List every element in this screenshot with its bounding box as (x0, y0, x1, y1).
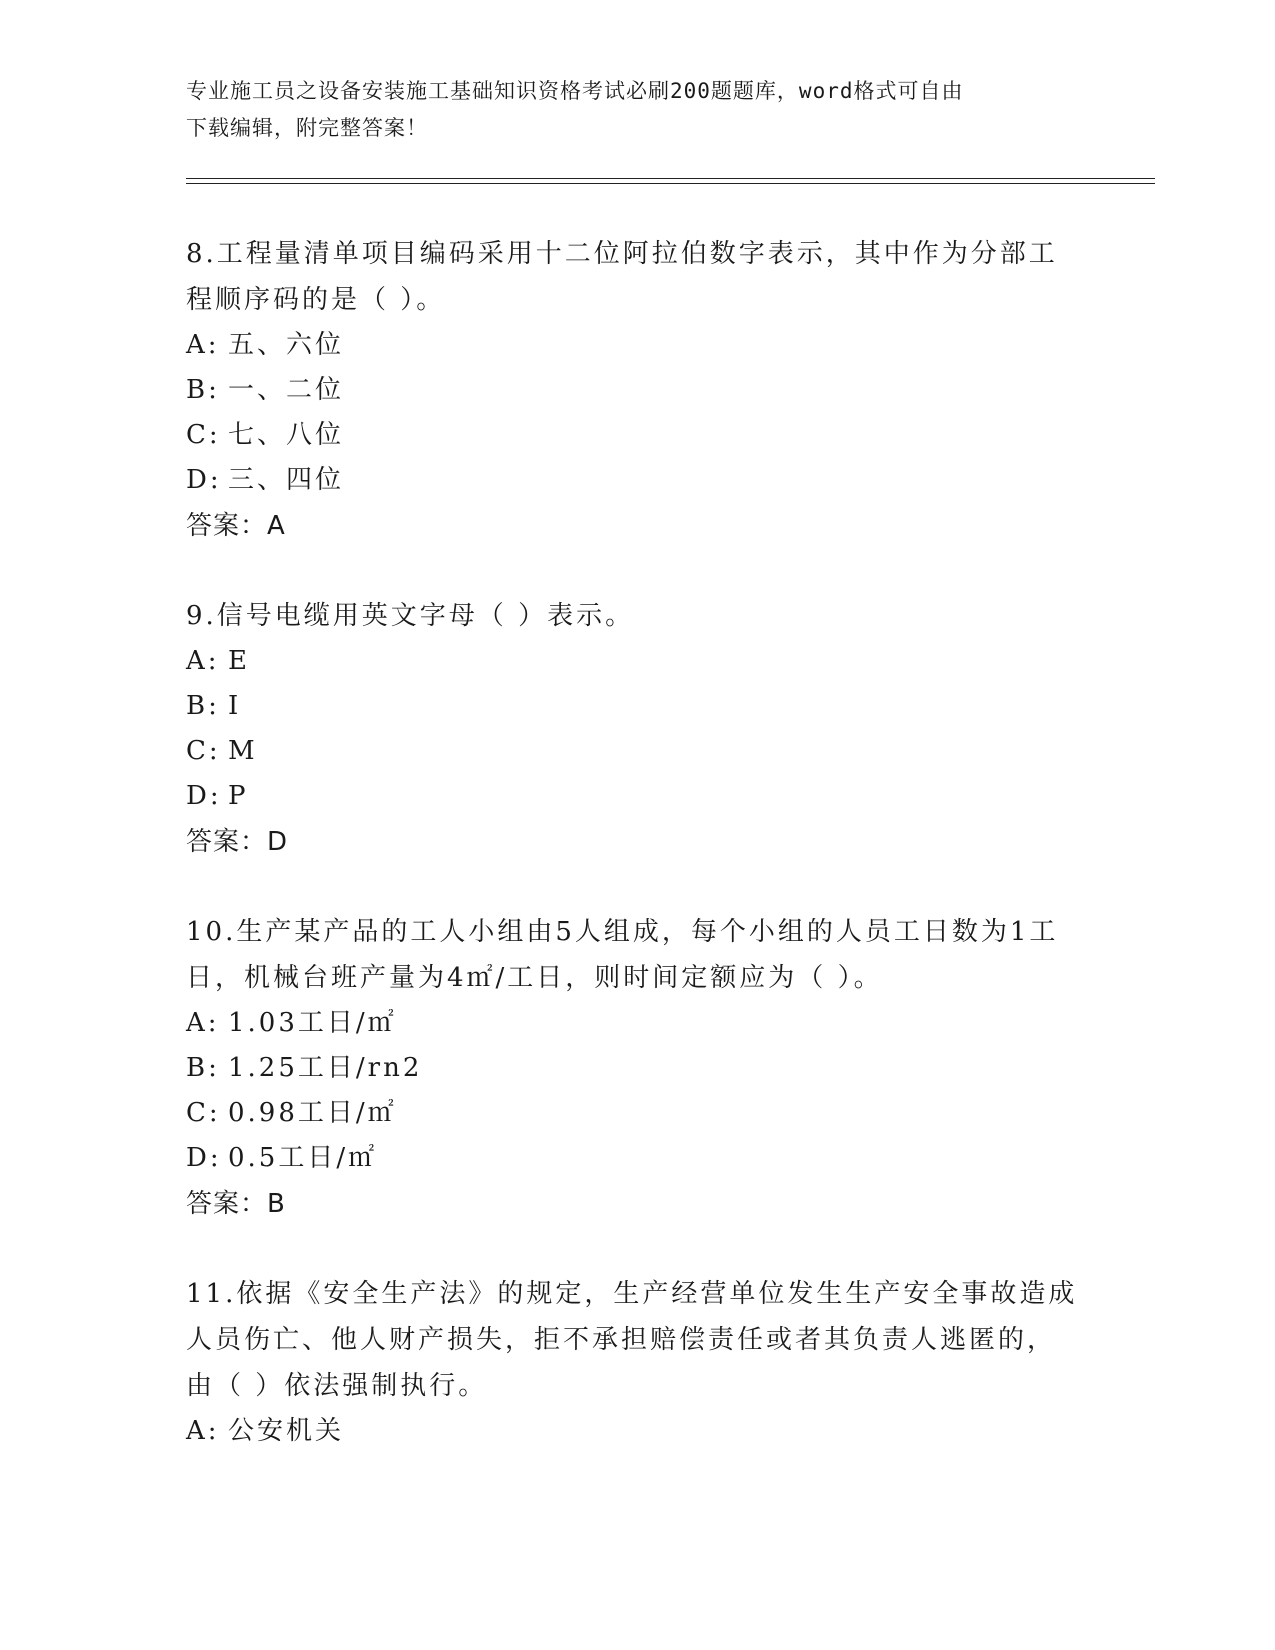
question-11 (186, 1271, 1086, 1454)
answer-line: 答案：A (186, 511, 286, 541)
option-label: B: (186, 1053, 220, 1083)
question-9 (186, 593, 1086, 865)
question-text: 8.工程量清单项目编码采用十二位阿拉伯数字表示，其中作为分部工 (186, 239, 1058, 269)
option-d (186, 774, 1086, 819)
option-label: C: (186, 420, 221, 450)
header-line: 专业施工员之设备安装施工基础知识资格考试必刷200题题库，word格式可自由 (186, 79, 964, 103)
option-d (186, 458, 1086, 503)
option-text: I (228, 691, 242, 721)
question-10 (186, 909, 1086, 1227)
option-a (186, 1409, 1086, 1454)
option-text: 公安机关 (228, 1416, 345, 1446)
option-label: A: (186, 1416, 220, 1446)
option-b (186, 684, 1086, 729)
question-text: 11.依据《安全生产法》的规定，生产经营单位发生生产安全事故造成 (186, 1279, 1078, 1309)
answer-line: 答案：B (186, 1189, 286, 1219)
option-d (186, 1136, 1086, 1181)
option-label: C: (186, 1098, 221, 1128)
header-line: 下载编辑，附完整答案！ (186, 116, 428, 140)
option-b (186, 368, 1086, 413)
option-a (186, 323, 1086, 368)
document-header (186, 73, 1086, 147)
option-label: D: (186, 781, 222, 811)
question-list (186, 231, 1086, 1498)
option-label: A: (186, 1008, 220, 1038)
question-8 (186, 231, 1086, 549)
option-text: 五、六位 (228, 330, 345, 360)
option-label: D: (186, 1143, 222, 1173)
option-text: 1.03工日/㎡ (228, 1008, 397, 1038)
option-text: 三、四位 (228, 465, 345, 495)
question-text: 9.信号电缆用英文字母（ ）表示。 (186, 601, 635, 631)
option-text: 1.25工日/rn2 (228, 1053, 423, 1083)
option-label: D: (186, 465, 222, 495)
option-text: 0.5工日/㎡ (228, 1143, 378, 1173)
header-divider (186, 178, 1155, 179)
option-text: P (228, 781, 249, 811)
option-label: B: (186, 691, 220, 721)
option-label: B: (186, 375, 220, 405)
option-label: A: (186, 330, 220, 360)
question-text: 日，机械台班产量为4㎡/工日，则时间定额应为（ ）。 (186, 963, 883, 993)
option-a (186, 639, 1086, 684)
option-b (186, 1046, 1086, 1091)
answer-line: 答案：D (186, 827, 289, 857)
option-label: A: (186, 646, 220, 676)
option-text: 七、八位 (228, 420, 345, 450)
option-text: 0.98工日/㎡ (228, 1098, 397, 1128)
option-text: M (228, 736, 258, 766)
question-text: 程顺序码的是（ ）。 (186, 285, 446, 315)
option-label: C: (186, 736, 221, 766)
option-text: E (228, 646, 250, 676)
option-c (186, 1091, 1086, 1136)
option-c (186, 729, 1086, 774)
header-divider (186, 183, 1155, 184)
question-text: 人员伤亡、他人财产损失，拒不承担赔偿责任或者其负责人逃匿的， (186, 1325, 1057, 1355)
option-c (186, 413, 1086, 458)
option-text: 一、二位 (228, 375, 345, 405)
question-text: 由（ ）依法强制执行。 (186, 1371, 488, 1401)
question-text: 10.生产某产品的工人小组由5人组成，每个小组的人员工日数为1工 (186, 917, 1059, 947)
option-a (186, 1001, 1086, 1046)
